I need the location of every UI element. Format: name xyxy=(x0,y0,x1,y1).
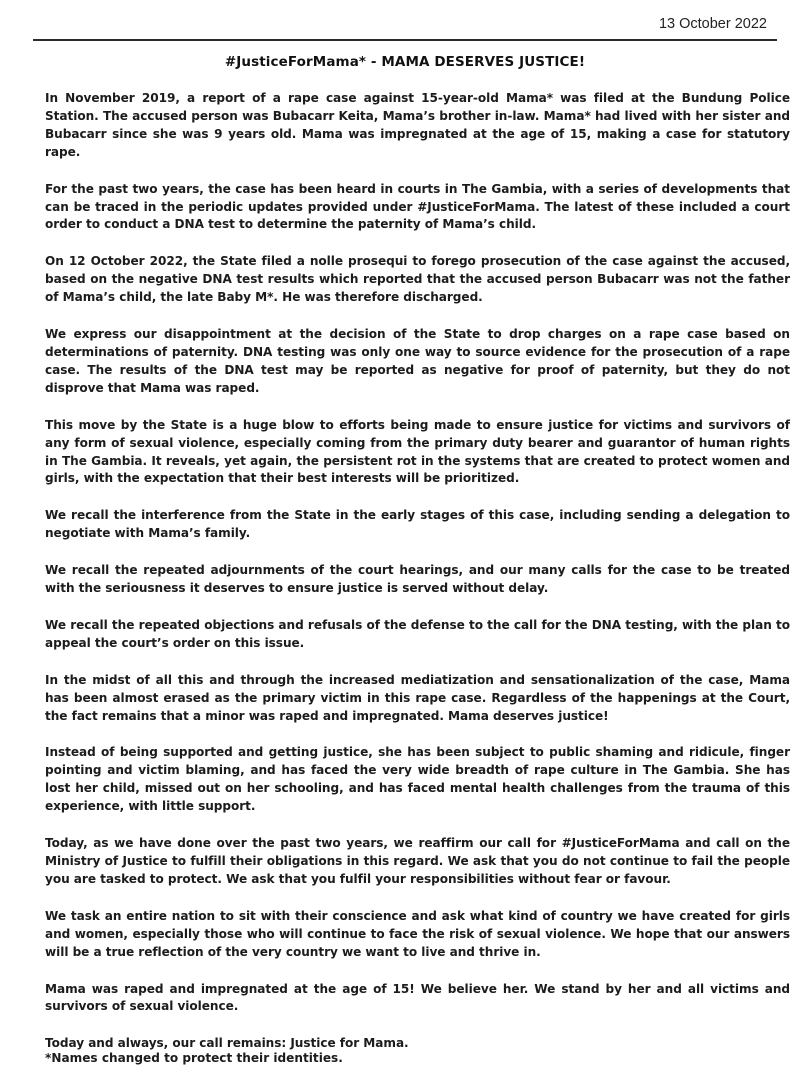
header-divider xyxy=(33,39,777,41)
paragraph: Mama was raped and impregnated at the age of 15! We believe her. We stand by her and all victims and survivors of sexual violence. xyxy=(45,981,790,1014)
paragraph: In November 2019, a report of a rape case against 15-year-old Mama* was filed at the Bundung Police Station. The accused person was Bubacarr Keita, Mama’s brother in-law. Mama* had lived with her sister and Bubacarr since she was 9 years old. Mama was impregnated at the age of 15, making a case for statutory rape. xyxy=(45,91,790,159)
paragraph: Today, as we have done over the past two years, we reaffirm our call for #JusticeForMama and call on the Ministry of Justice to fulfill their obligations in this regard. We ask that you do not continue to fail the people you are tasked to protect. We ask that you fulfil your responsibilities without fear or favour. xyxy=(45,836,790,886)
document-body xyxy=(45,90,790,1072)
paragraph: We recall the repeated objections and refusals of the defense to the call for the DNA testing, with the plan to appeal the court’s order on this issue. xyxy=(45,617,790,650)
paragraph: We recall the repeated adjournments of the court hearings, and our many calls for the case to be treated with the seriousness it deserves to ensure justice is served without delay. xyxy=(45,563,790,596)
footnote: *Names changed to protect their identities. xyxy=(45,1051,343,1065)
paragraph: For the past two years, the case has been heard in courts in The Gambia, with a series of developments that can be traced in the periodic updates provided under #JusticeForMama. The latest of these included a court order to conduct a DNA test to determine the paternity of Mama’s child. xyxy=(45,181,790,232)
paragraph: We express our disappointment at the decision of the State to drop charges on a rape case based on determinations of paternity. DNA testing was only one way to source evidence for the prosecution of a rape case. The results of the DNA test may be reported as negative for proof of paternity, but they do not disprove that Mama was raped. xyxy=(45,327,790,395)
paragraph: On 12 October 2022, the State filed a nolle prosequi to forego prosecution of the case against the accused, based on the negative DNA test results which reported that the accused person Bubacarr was not the father of Mama’s child, the late Baby M*. He was therefore discharged. xyxy=(45,254,790,305)
paragraph: This move by the State is a huge blow to efforts being made to ensure justice for victims and survivors of any form of sexual violence, especially coming from the primary duty bearer and guarantor of human rights in The Gambia. It reveals, yet again, the persistent rot in the systems that are created to protect women and girls, with the expectation that their best interests will be prioritized. xyxy=(45,417,790,486)
paragraph: We recall the interference from the State in the early stages of this case, including sending a delegation to negotiate with Mama’s family. xyxy=(45,508,790,541)
paragraph: Today and always, our call remains: Justice for Mama. xyxy=(45,1036,409,1051)
document-date: 13 October 2022 xyxy=(658,16,767,32)
paragraph: We task an entire nation to sit with their conscience and ask what kind of country we have created for girls and women, especially those who will continue to face the risk of sexual violence. We hope that our answers will be a true reflection of the very country we want to live and thrive in. xyxy=(45,908,790,959)
document-title: #JusticeForMama* - MAMA DESERVES JUSTICE! xyxy=(224,54,586,70)
paragraph: In the midst of all this and through the increased mediatization and sensationalization of the case, Mama has been almost erased as the primary victim in this rape case. Regardless of the happenings at the Court, the fact remains that a minor was raped and impregnated. Mama deserves justice! xyxy=(45,672,790,723)
paragraph: Instead of being supported and getting justice, she has been subject to public shaming and ridicule, finger pointing and victim blaming, and has faced the very wide breadth of rape culture in The Gambia. She has lost her child, missed out on her schooling, and has faced mental health challenges from the trauma of this experience, with little support. xyxy=(45,745,790,814)
